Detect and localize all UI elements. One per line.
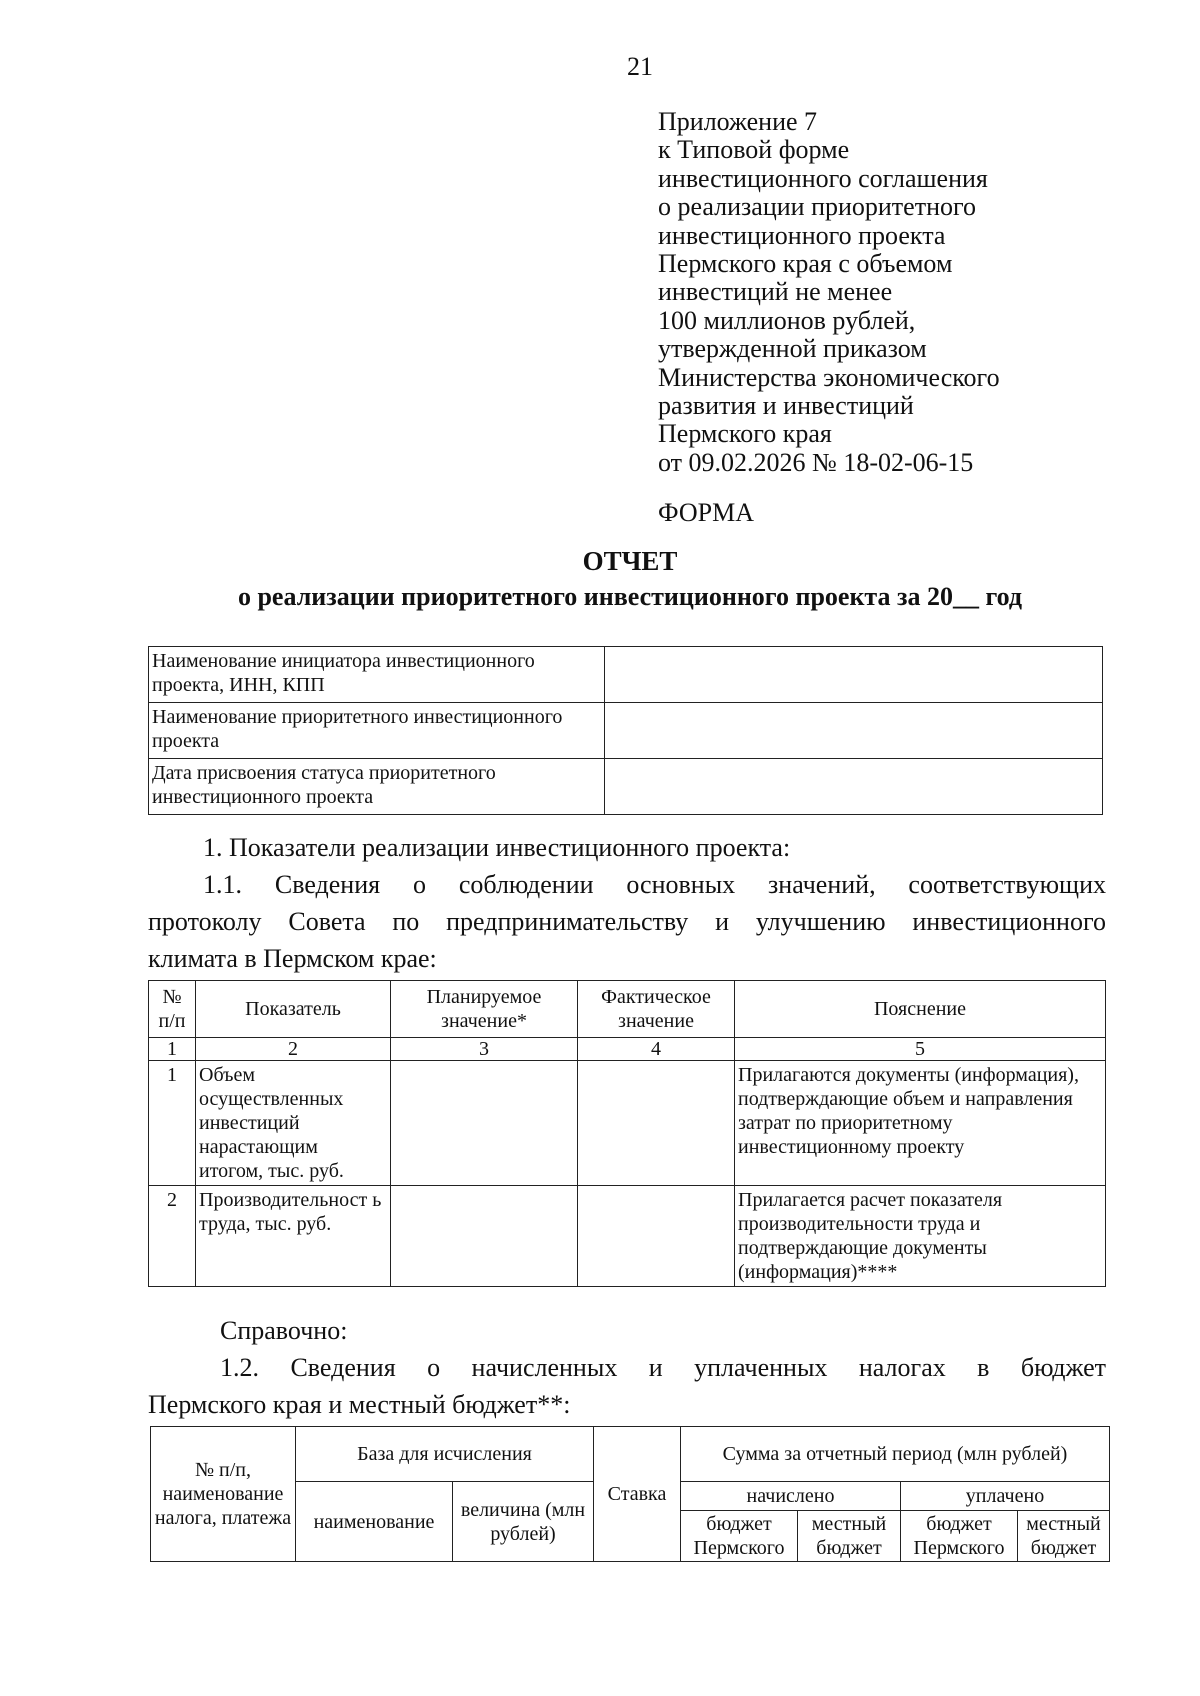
section-subheading-line: протоколу Совета по предпринимательству и улучшению инвестиционного — [148, 907, 1106, 936]
column-header: наименование — [296, 1482, 453, 1562]
indicator-note: Прилагаются документы (информация), подтверждающие объем и направления затрат по приоритетному инвестиционному проекту — [735, 1061, 1106, 1186]
column-header: местный бюджет — [1018, 1511, 1110, 1562]
column-header: величина (млн рублей) — [453, 1482, 594, 1562]
appendix-line: Пермского края с объемом — [658, 249, 953, 279]
table-row — [149, 1186, 1106, 1287]
forma-label: ФОРМА — [658, 498, 754, 527]
section-subheading-line: климата в Пермском крае: — [148, 944, 437, 973]
column-header: Сумма за отчетный период (млн рублей) — [681, 1427, 1110, 1482]
info-label: Наименование приоритетного инвестиционного проекта — [149, 703, 605, 759]
column-header: № п/п, наименование налога, платежа — [151, 1427, 296, 1562]
actual-value-field[interactable] — [578, 1061, 735, 1186]
info-label: Наименование инициатора инвестиционного проекта, ИНН, КПП — [149, 647, 605, 703]
column-header: Ставка — [594, 1427, 681, 1562]
appendix-line: к Типовой форме — [658, 135, 850, 165]
appendix-line: развития и инвестиций — [658, 391, 914, 421]
project-info-table — [148, 646, 1103, 815]
column-number: 4 — [578, 1038, 735, 1061]
reference-line: Пермского края и местный бюджет**: — [148, 1390, 571, 1419]
appendix-line: инвестиционного соглашения — [658, 163, 988, 193]
appendix-line: утвержденной приказом — [658, 334, 927, 364]
table-header-row — [151, 1427, 1110, 1482]
info-value-field[interactable] — [605, 647, 1103, 703]
column-header: начислено — [681, 1482, 901, 1511]
appendix-line: 100 миллионов рублей, — [658, 305, 916, 335]
appendix-line: о реализации приоритетного — [658, 192, 977, 222]
actual-value-field[interactable] — [578, 1186, 735, 1287]
appendix-line: инвестиционного проекта — [658, 220, 946, 250]
info-value-field[interactable] — [605, 703, 1103, 759]
row-number: 1 — [149, 1061, 196, 1186]
column-number: 2 — [196, 1038, 391, 1061]
appendix-line: Приложение 7 — [658, 107, 818, 136]
section-subheading-line: 1.1. Сведения о соблюдении основных значений, соответствующих — [203, 870, 1106, 899]
appendix-line: Пермского края — [658, 419, 832, 449]
indicator-note: Прилагается расчет показателя производительности труда и подтверждающие документы (информация)**** — [735, 1186, 1106, 1287]
reference-label: Справочно: — [220, 1316, 348, 1345]
page-number: 21 — [627, 52, 653, 81]
column-header: бюджет Пермского — [901, 1511, 1018, 1562]
tax-table — [150, 1426, 1110, 1562]
table-header-row — [149, 981, 1106, 1038]
column-header: Планируемое значение* — [391, 981, 578, 1038]
column-number: 3 — [391, 1038, 578, 1061]
appendix-line: Министерства экономического — [658, 362, 1000, 392]
column-header: местный бюджет — [798, 1511, 901, 1562]
column-header: Пояснение — [735, 981, 1106, 1038]
appendix-line: от 09.02.2026 № 18-02-06-15 — [658, 447, 974, 477]
appendix-header — [658, 108, 1078, 477]
table-row — [149, 647, 1103, 703]
column-header: уплачено — [901, 1482, 1110, 1511]
column-header: Показатель — [196, 981, 391, 1038]
table-row — [149, 1061, 1106, 1186]
section-heading: 1. Показатели реализации инвестиционного проекта: — [203, 833, 791, 862]
info-value-field[interactable] — [605, 759, 1103, 815]
reference-line: 1.2. Сведения о начисленных и уплаченных налогах в бюджет — [220, 1353, 1106, 1382]
table-row — [149, 703, 1103, 759]
column-number-row — [149, 1038, 1106, 1061]
planned-value-field[interactable] — [391, 1186, 578, 1287]
row-number: 2 — [149, 1186, 196, 1287]
column-number: 5 — [735, 1038, 1106, 1061]
column-header: бюджет Пермского — [681, 1511, 798, 1562]
appendix-line: инвестиций не менее — [658, 277, 893, 307]
indicator-name: Производительност ь труда, тыс. руб. — [196, 1186, 391, 1287]
info-label: Дата присвоения статуса приоритетного инвестиционного проекта — [149, 759, 605, 815]
report-subtitle: о реализации приоритетного инвестиционного проекта за 20__ год — [237, 582, 1023, 611]
indicators-table — [148, 980, 1106, 1287]
planned-value-field[interactable] — [391, 1061, 578, 1186]
column-header: Фактическое значение — [578, 981, 735, 1038]
column-header: № п/п — [149, 981, 196, 1038]
report-title: ОТЧЕТ — [582, 546, 678, 576]
column-number: 1 — [149, 1038, 196, 1061]
table-row — [149, 759, 1103, 815]
indicator-name: Объем осуществленных инвестиций нарастающим итогом, тыс. руб. — [196, 1061, 391, 1186]
column-header: База для исчисления — [296, 1427, 594, 1482]
